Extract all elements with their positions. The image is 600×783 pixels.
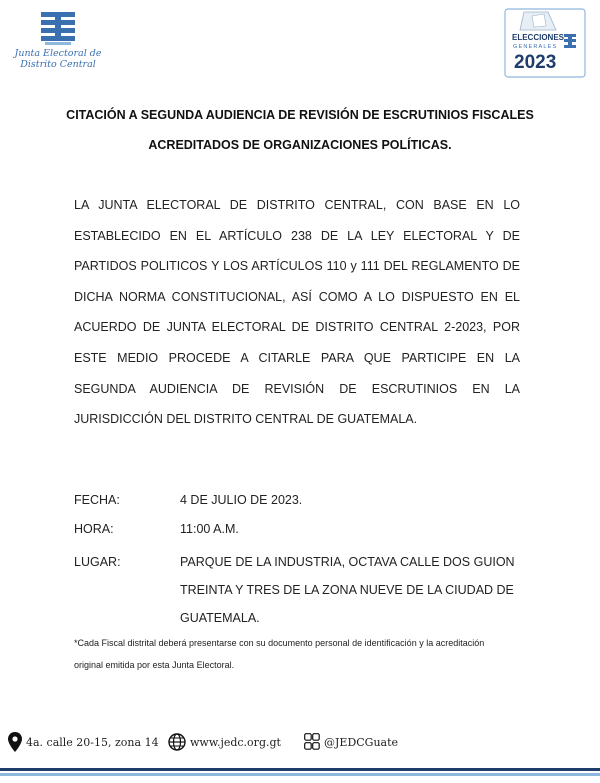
jedc-logo (8, 10, 108, 70)
footer-stripe-dark (0, 768, 600, 771)
address-item (8, 730, 159, 754)
logo-elecciones-text: ELECCIONES (512, 33, 565, 42)
elecciones-2023-logo (504, 8, 586, 78)
document-body: LA JUNTA ELECTORAL DE DISTRITO CENTRAL, CON BASE EN LO ESTABLECIDO EN EL ARTÍCULO 238 DE LA LEY ELECTORAL Y DE PARTIDOS POLITICOS Y LOS ARTÍCULOS 110 y 111 DEL REGLAMENTO DE DICHA NORMA CONSTITUCIONAL, ASÍ COMO A LO DISPUESTO EN EL ACUERDO DE JUNTA ELECTORAL DE DISTRITO CENTRAL 2-2023, POR ESTE MEDIO PROCEDE A CITARLE PARA QUE PARTICIPE EN LA SEGUNDA AUDIENCIA DE REVISIÓN DE ESCRUTINIOS EN LA JURISDICCIÓN DEL DISTRITO CENTRAL DE GUATEMALA. (74, 198, 520, 427)
jedc-emblem-icon (37, 10, 79, 46)
footer-stripe-light (0, 773, 600, 776)
address-text: 4a. calle 20-15, zona 14 (26, 735, 159, 749)
fecha-row (74, 486, 524, 515)
globe-icon (168, 733, 186, 751)
contact-footer (8, 730, 598, 754)
hora-value: 11:00 A.M. (180, 522, 239, 536)
logo-year-text: 2023 (514, 52, 557, 73)
website-link[interactable]: www.jedc.org.gt (190, 735, 281, 749)
jedc-logo-text: Junta Electoral de Distrito Central (14, 48, 102, 70)
fecha-label: FECHA: (74, 493, 120, 507)
lugar-value: PARQUE DE LA INDUSTRIA, OCTAVA CALLE DOS GUION TREINTA Y TRES DE LA ZONA NUEVE DE LA CIUDAD DE GUATEMALA. (180, 555, 515, 625)
social-media-icon (304, 733, 320, 751)
hora-row (74, 515, 524, 544)
lugar-row (74, 548, 524, 632)
lugar-label: LUGAR: (74, 555, 121, 569)
logo-generales-text: GENERALES (513, 44, 558, 50)
location-pin-icon (8, 732, 22, 752)
social-handle[interactable]: @JEDCGuate (324, 735, 399, 749)
hora-label: HORA: (74, 522, 114, 536)
document-title: CITACIÓN A SEGUNDA AUDIENCIA DE REVISIÓN DE ESCRUTINIOS FISCALES ACREDITADOS DE ORGANIZACIONES POLÍTICAS. (66, 108, 534, 152)
footnote: *Cada Fiscal distrital deberá presentarse con su documento personal de identificación y la acreditación original emitida por esta Junta Electoral. (74, 638, 485, 670)
fecha-value: 4 DE JULIO DE 2023. (180, 493, 303, 507)
details-section (74, 486, 524, 632)
social-item[interactable] (304, 730, 398, 754)
website-item[interactable] (168, 730, 281, 754)
